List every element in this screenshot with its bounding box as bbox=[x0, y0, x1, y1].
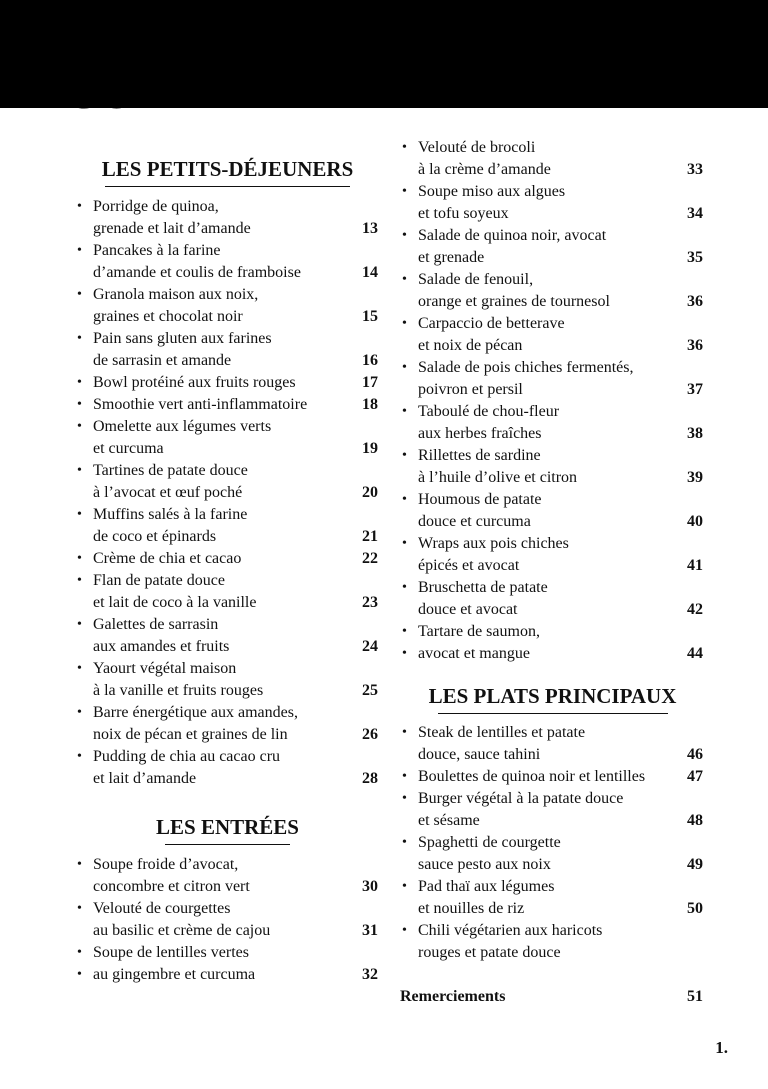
toc-entry-text: Houmous de patate bbox=[418, 491, 542, 508]
page-ref: 28 bbox=[362, 770, 378, 787]
toc-entry-text: Taboulé de chou-fleur bbox=[418, 403, 560, 420]
bullet-icon: • bbox=[77, 287, 82, 302]
toc-entry-text: et sésame bbox=[418, 812, 480, 829]
toc-entry-text: douce et avocat bbox=[418, 601, 518, 618]
page-ref: 30 bbox=[362, 878, 378, 895]
toc-entry-text: Pain sans gluten aux farines bbox=[93, 330, 272, 347]
bullet-icon: • bbox=[402, 404, 407, 419]
toc-entry-text: Chili végétarien aux haricots bbox=[418, 922, 603, 939]
toc-entry-text: Porridge de quinoa, bbox=[93, 198, 219, 215]
bullet-icon: • bbox=[77, 551, 82, 566]
toc-entry-text: à l’huile d’olive et citron bbox=[418, 469, 578, 486]
toc-entry-text: à la crème d’amande bbox=[418, 161, 551, 178]
toc-entry[interactable] bbox=[400, 401, 705, 445]
toc-entry-text: Pancakes à la farine bbox=[93, 242, 221, 259]
page-title: SOMMAIRE bbox=[72, 67, 344, 118]
bullet-icon: • bbox=[402, 140, 407, 155]
toc-entry-text: et lait de coco à la vanille bbox=[93, 594, 257, 611]
toc-entry-text: Galettes de sarrasin bbox=[93, 616, 219, 633]
page-ref: 14 bbox=[362, 264, 378, 281]
section-heading-entrees bbox=[75, 814, 380, 845]
toc-entry-text: Salade de pois chiches fermentés, bbox=[418, 359, 634, 376]
toc-entry[interactable] bbox=[75, 570, 380, 614]
toc-entry-text: et curcuma bbox=[93, 440, 164, 457]
toc-entry-text: Velouté de brocoli bbox=[418, 139, 536, 156]
toc-entry[interactable] bbox=[75, 328, 380, 372]
toc-entry-text: Pudding de chia au cacao cru bbox=[93, 748, 281, 765]
bullet-icon: • bbox=[77, 705, 82, 720]
toc-entry-text: Tartines de patate douce bbox=[93, 462, 248, 479]
bullet-icon: • bbox=[77, 857, 82, 872]
bullet-icon: • bbox=[77, 573, 82, 588]
toc-entry-text: Steak de lentilles et patate bbox=[418, 724, 586, 741]
page-ref: 19 bbox=[362, 440, 378, 457]
toc-list-entrees-suite bbox=[400, 137, 705, 665]
bullet-icon: • bbox=[402, 769, 407, 784]
toc-entry[interactable] bbox=[75, 460, 380, 504]
page-ref: 33 bbox=[687, 161, 703, 178]
section-heading-text: LES PETITS-DÉJEUNERS bbox=[101, 157, 354, 181]
bullet-icon: • bbox=[77, 463, 82, 478]
bullet-icon: • bbox=[402, 923, 407, 938]
toc-entry[interactable] bbox=[400, 225, 705, 269]
toc-entry-text: grenade et lait d’amande bbox=[93, 220, 251, 237]
page-ref: 31 bbox=[362, 922, 378, 939]
toc-entry-text: Tartare de saumon, bbox=[418, 623, 540, 640]
toc-entry[interactable] bbox=[400, 920, 705, 964]
toc-entry[interactable] bbox=[75, 964, 380, 986]
toc-entry[interactable] bbox=[400, 577, 705, 621]
page-ref: 23 bbox=[362, 594, 378, 611]
toc-entry[interactable] bbox=[75, 746, 380, 790]
toc-entry-text: Spaghetti de courgette bbox=[418, 834, 561, 851]
toc-entry[interactable] bbox=[75, 372, 380, 394]
toc-list-plats-principaux bbox=[400, 722, 705, 964]
toc-entry-text: sauce pesto aux noix bbox=[418, 856, 551, 873]
toc-entry[interactable] bbox=[75, 394, 380, 416]
toc-entry[interactable] bbox=[75, 196, 380, 240]
page-ref: 15 bbox=[362, 308, 378, 325]
toc-entry[interactable] bbox=[400, 313, 705, 357]
page-ref: 21 bbox=[362, 528, 378, 545]
bullet-icon: • bbox=[77, 375, 82, 390]
page-ref: 47 bbox=[687, 768, 703, 785]
page-ref: 39 bbox=[687, 469, 703, 486]
toc-entry-text: au basilic et crème de cajou bbox=[93, 922, 271, 939]
toc-entry-text: noix de pécan et graines de lin bbox=[93, 726, 288, 743]
toc-entry-text: avocat et mangue bbox=[418, 645, 530, 662]
toc-entry-text: et noix de pécan bbox=[418, 337, 523, 354]
toc-entry-text: de sarrasin et amande bbox=[93, 352, 232, 369]
page-number: 1. bbox=[715, 1038, 728, 1057]
toc-entry[interactable] bbox=[75, 416, 380, 460]
bullet-icon: • bbox=[402, 536, 407, 551]
page-ref: 44 bbox=[687, 645, 703, 662]
page-ref: 51 bbox=[687, 988, 703, 1005]
page-ref: 41 bbox=[687, 557, 703, 574]
toc-entry-text: Granola maison aux noix, bbox=[93, 286, 259, 303]
toc-entry-text: Carpaccio de betterave bbox=[418, 315, 565, 332]
bullet-icon: • bbox=[77, 661, 82, 676]
toc-entry[interactable] bbox=[400, 533, 705, 577]
toc-entry-remerciements[interactable] bbox=[400, 986, 705, 1008]
page-ref: 17 bbox=[362, 374, 378, 391]
toc-entry-text: concombre et citron vert bbox=[93, 878, 250, 895]
bullet-icon: • bbox=[402, 624, 407, 639]
bullet-icon: • bbox=[77, 617, 82, 632]
toc-entry[interactable] bbox=[400, 181, 705, 225]
toc-entry-text: rouges et patate douce bbox=[418, 944, 561, 961]
page-ref: 38 bbox=[687, 425, 703, 442]
toc-entry-text: Soupe froide d’avocat, bbox=[93, 856, 239, 873]
toc-entry[interactable] bbox=[400, 445, 705, 489]
page-ref: 18 bbox=[362, 396, 378, 413]
section-heading-text: LES PLATS PRINCIPAUX bbox=[428, 684, 677, 708]
toc-entry-text: aux herbes fraîches bbox=[418, 425, 542, 442]
heading-underline bbox=[165, 844, 290, 845]
bullet-icon: • bbox=[402, 791, 407, 806]
toc-entry-text: Smoothie vert anti-inflammatoire bbox=[93, 396, 308, 413]
toc-entry-text: et nouilles de riz bbox=[418, 900, 525, 917]
toc-entry[interactable] bbox=[400, 832, 705, 876]
toc-entry-text: douce, sauce tahini bbox=[418, 746, 541, 763]
bullet-icon: • bbox=[77, 331, 82, 346]
toc-entry-text: Barre énergétique aux amandes, bbox=[93, 704, 298, 721]
page-ref: 25 bbox=[362, 682, 378, 699]
toc-entry[interactable] bbox=[400, 621, 705, 643]
bullet-icon: • bbox=[402, 228, 407, 243]
toc-entry-text: Bowl protéiné aux fruits rouges bbox=[93, 374, 296, 391]
bullet-icon: • bbox=[77, 967, 82, 982]
section-heading-plats-principaux bbox=[400, 683, 705, 714]
page-ref: 24 bbox=[362, 638, 378, 655]
toc-entry-text: au gingembre et curcuma bbox=[93, 966, 256, 983]
toc-entry-text: graines et chocolat noir bbox=[93, 308, 243, 325]
bullet-icon: • bbox=[77, 199, 82, 214]
page-ref: 34 bbox=[687, 205, 703, 222]
bullet-icon: • bbox=[77, 945, 82, 960]
toc-entry-label: Remerciements bbox=[400, 988, 506, 1005]
page-ref: 16 bbox=[362, 352, 378, 369]
page-ref: 50 bbox=[687, 900, 703, 917]
toc-entry-text: Velouté de courgettes bbox=[93, 900, 231, 917]
toc-list-petits-dejeuners bbox=[75, 196, 380, 790]
toc-entry[interactable] bbox=[75, 898, 380, 942]
toc-entry-text: épicés et avocat bbox=[418, 557, 520, 574]
toc-entry-text: Boulettes de quinoa noir et lentilles bbox=[418, 768, 646, 785]
toc-entry-text: Salade de fenouil, bbox=[418, 271, 534, 288]
toc-entry[interactable] bbox=[400, 876, 705, 920]
toc-entry[interactable] bbox=[400, 788, 705, 832]
bullet-icon: • bbox=[402, 272, 407, 287]
toc-entry[interactable] bbox=[75, 942, 380, 964]
toc-entry-text: Muffins salés à la farine bbox=[93, 506, 248, 523]
toc-entry[interactable] bbox=[75, 548, 380, 570]
bullet-icon: • bbox=[77, 419, 82, 434]
page-ref: 13 bbox=[362, 220, 378, 237]
page-ref: 35 bbox=[687, 249, 703, 266]
bullet-icon: • bbox=[402, 646, 407, 661]
toc-entry[interactable] bbox=[400, 643, 705, 665]
toc-entry[interactable] bbox=[400, 357, 705, 401]
bullet-icon: • bbox=[77, 243, 82, 258]
toc-entry[interactable] bbox=[400, 722, 705, 766]
bullet-icon: • bbox=[77, 507, 82, 522]
toc-list-entrees bbox=[75, 854, 380, 986]
toc-entry[interactable] bbox=[400, 269, 705, 313]
toc-entry-text: et grenade bbox=[418, 249, 485, 266]
toc-entry-text: Bruschetta de patate bbox=[418, 579, 548, 596]
page-ref: 49 bbox=[687, 856, 703, 873]
bullet-icon: • bbox=[402, 725, 407, 740]
toc-entry[interactable] bbox=[75, 702, 380, 746]
toc-entry-text: à la vanille et fruits rouges bbox=[93, 682, 264, 699]
toc-entry-text: aux amandes et fruits bbox=[93, 638, 230, 655]
toc-entry-text: Soupe miso aux algues bbox=[418, 183, 566, 200]
page-ref: 46 bbox=[687, 746, 703, 763]
toc-entry-text: Flan de patate douce bbox=[93, 572, 225, 589]
toc-entry-text: Crème de chia et cacao bbox=[93, 550, 242, 567]
toc-entry-text: douce et curcuma bbox=[418, 513, 531, 530]
page-ref: 37 bbox=[687, 381, 703, 398]
toc-entry-text: Salade de quinoa noir, avocat bbox=[418, 227, 607, 244]
page-ref: 22 bbox=[362, 550, 378, 567]
toc-entry-text: d’amande et coulis de framboise bbox=[93, 264, 301, 281]
page-ref: 48 bbox=[687, 812, 703, 829]
section-heading-text: LES ENTRÉES bbox=[156, 815, 299, 839]
bullet-icon: • bbox=[402, 879, 407, 894]
toc-entry-text: et tofu soyeux bbox=[418, 205, 509, 222]
toc-entry[interactable] bbox=[400, 489, 705, 533]
page-ref: 36 bbox=[687, 337, 703, 354]
bullet-icon: • bbox=[77, 397, 82, 412]
heading-underline bbox=[438, 713, 668, 714]
toc-entry-text: poivron et persil bbox=[418, 381, 523, 398]
toc-entry-text: Burger végétal à la patate douce bbox=[418, 790, 624, 807]
toc-entry[interactable] bbox=[75, 854, 380, 898]
toc-entry[interactable] bbox=[75, 504, 380, 548]
bullet-icon: • bbox=[402, 316, 407, 331]
bullet-icon: • bbox=[77, 901, 82, 916]
page-ref: 20 bbox=[362, 484, 378, 501]
bullet-icon: • bbox=[402, 492, 407, 507]
toc-entry[interactable] bbox=[400, 766, 705, 788]
page-ref: 36 bbox=[687, 293, 703, 310]
heading-underline bbox=[105, 186, 350, 187]
toc-entry-text: Rillettes de sardine bbox=[418, 447, 541, 464]
toc-entry-text: de coco et épinards bbox=[93, 528, 217, 545]
page-ref: 40 bbox=[687, 513, 703, 530]
toc-entry-text: Soupe de lentilles vertes bbox=[93, 944, 249, 961]
section-heading-petits-dejeuners bbox=[75, 156, 380, 187]
toc-entry-text: Yaourt végétal maison bbox=[93, 660, 237, 677]
toc-entry[interactable] bbox=[75, 614, 380, 658]
toc-entry-text: Wraps aux pois chiches bbox=[418, 535, 569, 552]
toc-entry-text: Omelette aux légumes verts bbox=[93, 418, 272, 435]
bullet-icon: • bbox=[77, 749, 82, 764]
toc-entry-text: et lait d’amande bbox=[93, 770, 197, 787]
toc-entry-text: à l’avocat et œuf poché bbox=[93, 484, 243, 501]
page-ref: 32 bbox=[362, 966, 378, 983]
bullet-icon: • bbox=[402, 448, 407, 463]
toc-entry[interactable] bbox=[75, 240, 380, 284]
toc-entry[interactable] bbox=[75, 284, 380, 328]
toc-entry-text: orange et graines de tournesol bbox=[418, 293, 610, 310]
toc-entry-text: Pad thaï aux légumes bbox=[418, 878, 555, 895]
bullet-icon: • bbox=[402, 835, 407, 850]
toc-entry[interactable] bbox=[75, 658, 380, 702]
toc-entry[interactable] bbox=[400, 137, 705, 181]
page-ref: 42 bbox=[687, 601, 703, 618]
bullet-icon: • bbox=[402, 184, 407, 199]
bullet-icon: • bbox=[402, 360, 407, 375]
page-ref: 26 bbox=[362, 726, 378, 743]
bullet-icon: • bbox=[402, 580, 407, 595]
